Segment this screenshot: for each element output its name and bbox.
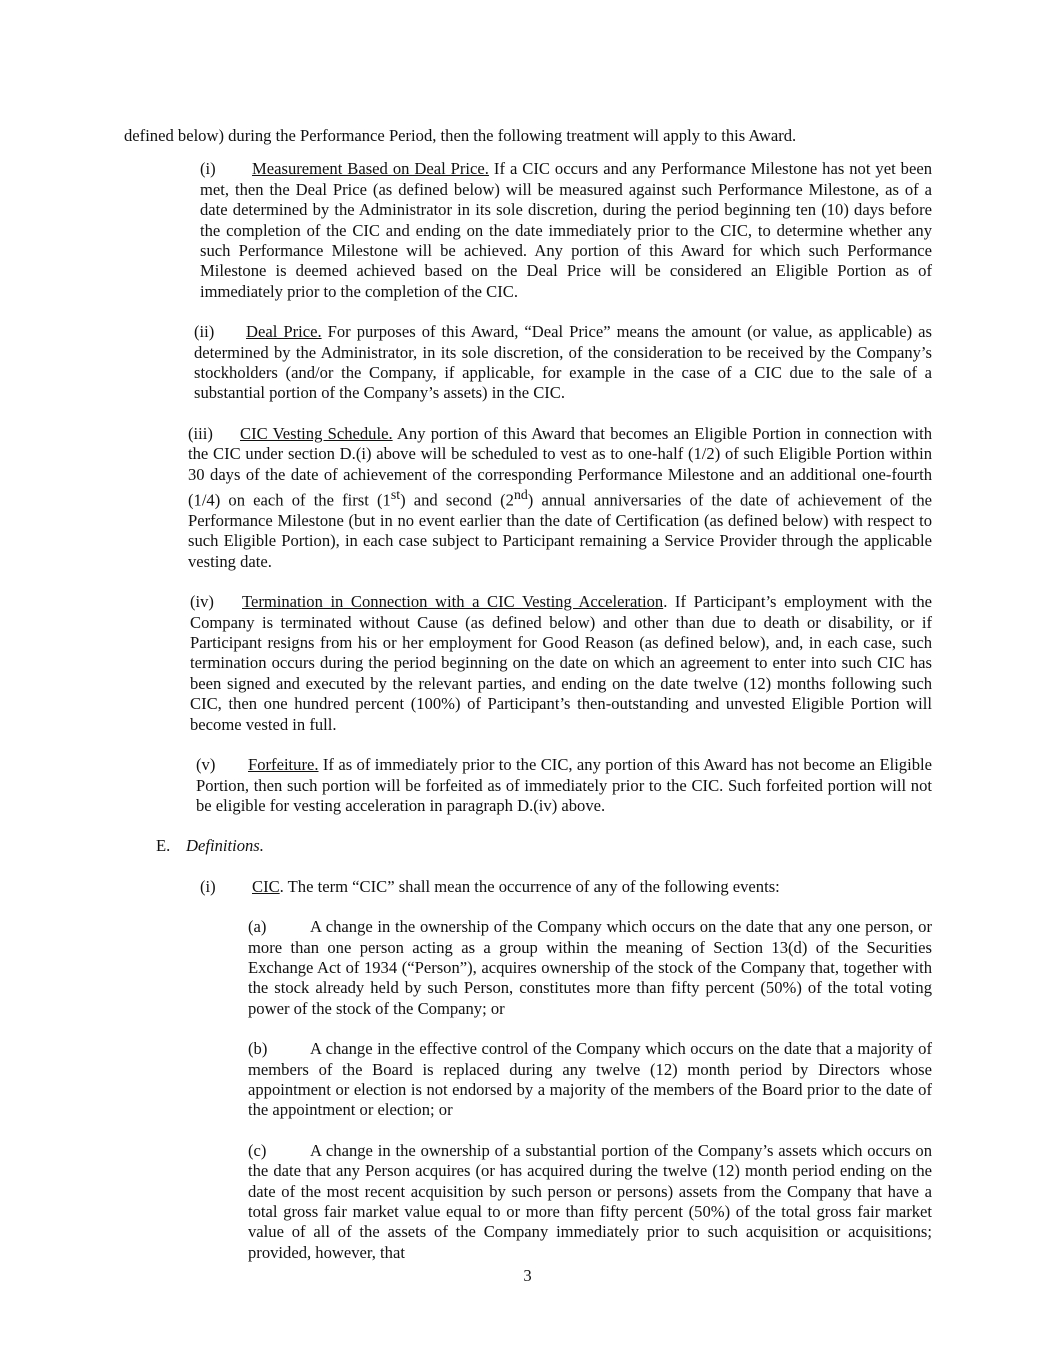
paragraph-text: A change in the ownership of the Company which occurs on the date that any one person, or more than one person acting as a group within the meaning of Section 13(d) of the Securities Exchange Act of 1934 (“Person”), acquires ownership of the stock of the Company that, together with the stock already held by such Person, constitutes more than fifty percent (50%) of the total voting power of the stock of the Company; or	[248, 917, 932, 1018]
paragraph-number: (ii)	[194, 322, 215, 342]
paragraph-number: (i)	[200, 876, 216, 896]
paragraph-heading: Measurement Based on Deal Price.	[252, 159, 489, 179]
document-body	[124, 126, 932, 1283]
section-title: Definitions.	[186, 836, 264, 856]
subparagraph-number: (c)	[248, 1140, 267, 1160]
subparagraph-c	[124, 1141, 932, 1263]
paragraph-termination-acceleration	[124, 592, 932, 735]
paragraph-number: (i)	[200, 159, 216, 179]
paragraph-forfeiture	[124, 755, 932, 816]
subparagraph-number: (a)	[248, 917, 267, 937]
section-letter: E.	[156, 836, 171, 856]
paragraph-heading: Termination in Connection with a CIC Vesting Acceleration	[242, 592, 664, 612]
superscript: nd	[513, 487, 528, 503]
paragraph-text: For purposes of this Award, “Deal Price” means the amount (or value, as applicable) as determined by the Administrator, in its sole discretion, of the consideration to be received by the Company’s stockholders (and/or the Company, if applicable, for example in the case of a CIC due to the sale of a substantial portion of the Company’s assets) in the CIC.	[194, 322, 932, 403]
paragraph-text: If a CIC occurs and any Performance Milestone has not yet been met, then the Deal Price (as defined below) will be measured against such Performance Milestone, as of a date determined by the Administrator in its sole discretion, during the period beginning ten (10) days before the completion of the CIC and ending on the date immediately prior to the CIC, to determine whether any such Performance Milestone will be achieved. Any portion of this Award for which such Performance Milestone is deemed achieved based on the Deal Price will be considered an Eligible Portion as of immediately prior to the completion of the CIC.	[200, 159, 933, 301]
paragraph-text: . If Participant’s employment with the Company is terminated without Cause (as defined below) and other than due to death or disability, or if Participant resigns from his or her employment for Good Reason (as defined below), and, in each case, such termination occurs during the period beginning on the date on which an agreement to enter into such CIC has been signed and executed by the relevant parties, and ending on the date twelve (12) months following such CIC, then one hundred percent (100%) of Participant’s then-outstanding and unvested Eligible Portion will become vested in full.	[190, 592, 932, 734]
paragraph-text: . The term “CIC” shall mean the occurrence of any of the following events:	[279, 876, 780, 896]
paragraph-number: (iii)	[188, 423, 213, 443]
page-number: 3	[523, 1266, 532, 1285]
subparagraph-b	[124, 1039, 932, 1121]
paragraph-text: A change in the effective control of the Company which occurs on the date that a majority of members of the Board is replaced during any twelve (12) month period by Directors whose appointment or election is not endorsed by a majority of the members of the Board prior to the date of the appointment or election; or	[248, 1039, 932, 1120]
paragraph-text: ) and second (2	[400, 490, 514, 510]
paragraph-heading: Forfeiture.	[248, 755, 319, 775]
subparagraph-number: (b)	[248, 1039, 268, 1059]
subparagraph-a	[124, 917, 932, 1019]
paragraph-text: Any portion of this Award that becomes an Eligible Portion in connection with the CIC under section D.(i) above will be scheduled to vest as to one-half (1/2) of such Eligible Portion within 30 days of the date of achievement of the corresponding Performance Milestone and an additional one-fourth (1/4) on each of the first (1	[188, 423, 932, 510]
paragraph-deal-price	[124, 322, 932, 404]
paragraph-number: (iv)	[190, 592, 214, 612]
paragraph-text: A change in the ownership of a substantial portion of the Company’s assets which occurs on the date that any Person acquires (or has acquired during the twelve (12) month period ending on the date of the most recent acquisition by such person or persons) assets from the Company that have a total gross fair market value equal to or more than fifty percent (50%) of the total gross fair market value of all of the assets of the Company immediately prior to such acquisition or acquisitions; provided, however, that	[248, 1140, 932, 1262]
paragraph-heading: CIC Vesting Schedule.	[240, 423, 393, 443]
paragraph-number: (v)	[196, 755, 216, 775]
superscript: st	[390, 487, 401, 503]
section-heading-definitions	[124, 836, 932, 856]
paragraph-text: If as of immediately prior to the CIC, any portion of this Award has not become an Eligible Portion, then such portion will be forfeited as of immediately prior to the CIC. Such forfeited portion will not be eligible for vesting acceleration in paragraph D.(iv) above.	[196, 755, 932, 815]
paragraph-measurement-deal-price	[124, 159, 932, 302]
definition-term: CIC	[252, 876, 280, 896]
paragraph-cic-vesting-schedule	[124, 424, 932, 572]
definition-cic	[124, 877, 932, 897]
intro-paragraph: defined below) during the Performance Period, then the following treatment will apply to this Award.	[124, 126, 797, 145]
paragraph-text: ) annual anniversaries of the date of achievement of the Performance Milestone (but in no event earlier than the date of Certification (as defined below) with respect to such Eligible Portion), in each case subject to Participant remaining a Service Provider through the applicable vesting date.	[188, 490, 932, 571]
paragraph-heading: Deal Price.	[246, 322, 322, 342]
